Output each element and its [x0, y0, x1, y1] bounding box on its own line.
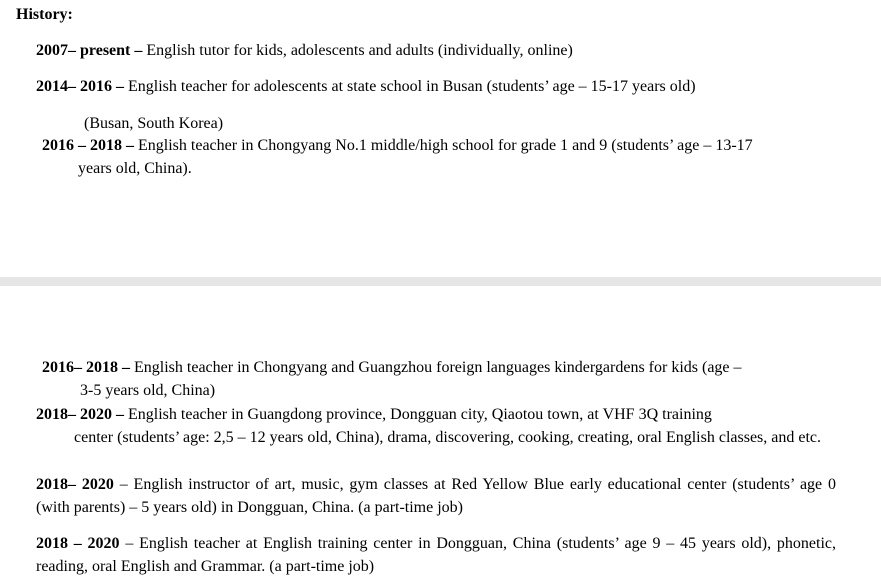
entry-date: 2018– 2020 – [36, 406, 124, 423]
history-entry [36, 532, 836, 578]
entry-text: English teacher in Chongyang No.1 middle/high school for grade 1 and 9 (students’ age – 13-17 [134, 137, 753, 154]
history-entry [36, 39, 856, 62]
document-page-2 [0, 286, 881, 581]
history-entry [36, 75, 856, 98]
history-entry [36, 473, 836, 519]
entry-text-continued: 3-5 years old, China) [80, 382, 216, 399]
entry-date: 2018– 2020 [36, 476, 114, 493]
entry-date: 2014– 2016 – [36, 78, 124, 95]
entry-text: English teacher for adolescents at state school in Busan (students’ age – 15-17 years old) [124, 78, 696, 95]
document-page-1 [0, 0, 881, 277]
history-entry [42, 356, 842, 402]
entry-date: 2016 – 2018 – [42, 137, 134, 154]
entry-date: 2016– 2018 – [42, 359, 130, 376]
entry-date: 2018 – 2020 [36, 535, 120, 552]
entry-text: English teacher in Chongyang and Guangzhou foreign languages kindergardens for kids (age – [130, 359, 742, 376]
section-heading: History: [16, 6, 73, 23]
history-entry [36, 403, 836, 449]
entry-location: (Busan, South Korea) [84, 115, 224, 132]
page-separator [0, 277, 881, 286]
entry-text: English tutor for kids, adolescents and adults (individually, online) [142, 42, 573, 59]
history-entry [42, 134, 842, 180]
entry-text: – English teacher at English training center in Dongguan, China (students’ age 9 – 45 years old), phonetic, reading, oral English and Grammar. (a part-time job) [36, 535, 836, 575]
entry-text-continued: center (students’ age: 2,5 – 12 years old, China), drama, discovering, cooking, creating, oral English classes, and etc. [74, 429, 822, 446]
entry-text-continued: years old, China). [78, 160, 192, 177]
entry-text: – English instructor of art, music, gym classes at Red Yellow Blue early educational center (students’ age 0 (with parents) – 5 years old) in Dongguan, China. (a part-time job) [36, 476, 837, 516]
entry-text: English teacher in Guangdong province, Dongguan city, Qiaotou town, at VHF 3Q training [124, 406, 712, 423]
entry-date: 2007– present – [36, 42, 143, 59]
